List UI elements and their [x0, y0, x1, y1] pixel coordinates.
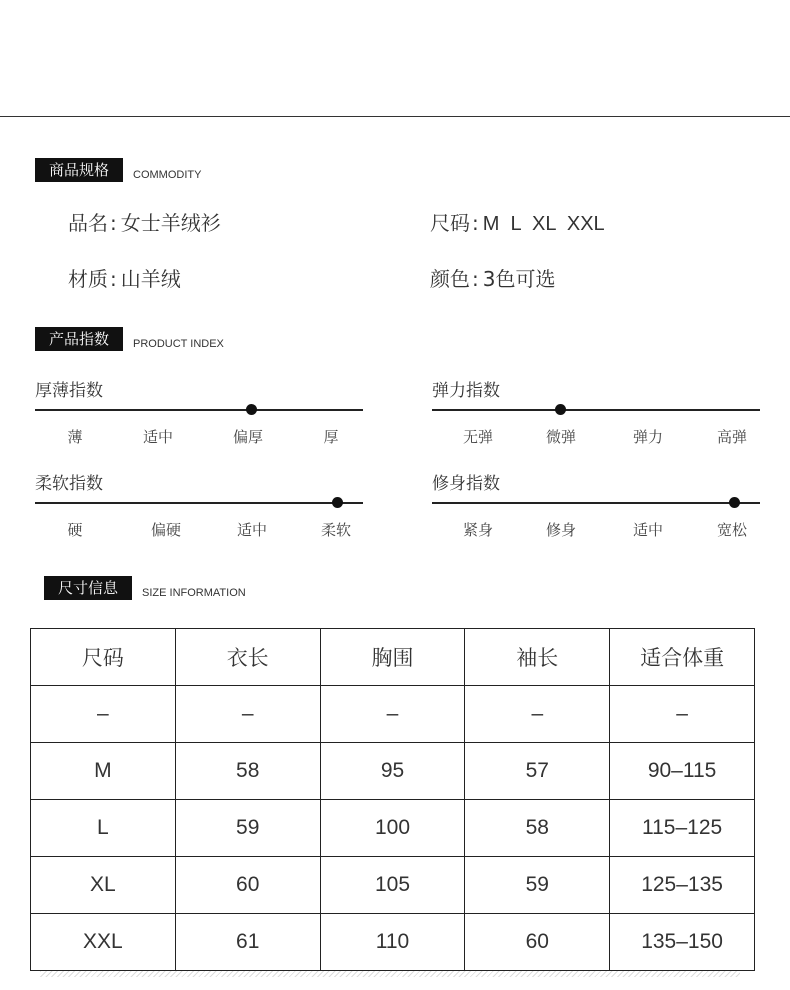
index-label: 柔软: [320, 521, 351, 539]
spec-size: [430, 207, 605, 236]
index-track: [35, 502, 363, 504]
index-labels: [432, 426, 762, 448]
index-label: 适中: [142, 428, 173, 446]
spec-size-sep: :: [472, 211, 479, 235]
index-label: 微弹: [545, 428, 576, 446]
index-label: 宽松: [716, 521, 747, 539]
table-cell: 59: [465, 857, 610, 914]
size-info-section-header: [44, 576, 246, 600]
index-label: 硬: [67, 521, 83, 539]
spec-name-value: 女士羊绒衫: [120, 211, 221, 235]
index-title: 弹力指数: [432, 381, 500, 401]
index-track: [432, 409, 760, 411]
index-label: 偏硬: [150, 521, 181, 539]
index-label: 偏厚: [232, 428, 263, 446]
spec-color-sep: :: [472, 267, 479, 291]
index-label: 修身: [545, 521, 576, 539]
table-cell: 60: [175, 857, 320, 914]
index-marker: [246, 404, 257, 415]
table-cell: –: [31, 686, 176, 743]
index-track: [432, 502, 760, 504]
table-row: [31, 686, 755, 743]
commodity-section-header: [35, 158, 201, 182]
table-cell: 105: [320, 857, 465, 914]
spec-material-label: 材质: [68, 267, 108, 291]
index-title: 厚薄指数: [35, 381, 103, 401]
table-cell: 58: [465, 800, 610, 857]
index-title: 柔软指数: [35, 474, 103, 494]
index-title: 修身指数: [432, 474, 500, 494]
table-cell: 125–135: [610, 857, 755, 914]
table-cell: 61: [175, 914, 320, 971]
index-labels: [35, 519, 365, 541]
column-header: 尺码: [31, 629, 176, 686]
size-info-tag: 尺寸信息: [44, 576, 132, 600]
spec-color-value: 3色可选: [482, 267, 556, 291]
table-row: [31, 800, 755, 857]
table-cell: –: [320, 686, 465, 743]
product-index-subtitle: PRODUCT INDEX: [133, 338, 224, 350]
index-marker: [332, 497, 343, 508]
index-softness: [35, 469, 365, 559]
table-cell: XXL: [31, 914, 176, 971]
commodity-tag: 商品规格: [35, 158, 123, 182]
table-cell: 100: [320, 800, 465, 857]
column-header: 适合体重: [610, 629, 755, 686]
index-label: 厚: [323, 428, 339, 446]
index-label: 适中: [236, 521, 267, 539]
table-cell: 57: [465, 743, 610, 800]
table-cell: 110: [320, 914, 465, 971]
spec-size-value: M L XL XXL: [482, 213, 605, 235]
table-cell: 58: [175, 743, 320, 800]
spec-name: [68, 207, 221, 236]
index-fit: [432, 469, 762, 559]
column-header: 袖长: [465, 629, 610, 686]
index-thickness: [35, 376, 365, 466]
table-cell: 95: [320, 743, 465, 800]
spec-size-label: 尺码: [430, 211, 470, 235]
commodity-subtitle: COMMODITY: [133, 169, 202, 181]
index-label: 薄: [67, 428, 83, 446]
product-index-tag: 产品指数: [35, 327, 123, 351]
column-header: 衣长: [175, 629, 320, 686]
index-label: 紧身: [462, 521, 493, 539]
table-row: [31, 914, 755, 971]
bottom-hatch-divider: [40, 971, 740, 977]
table-header-row: [31, 629, 755, 686]
spec-name-sep: :: [110, 211, 117, 235]
top-divider: [0, 116, 790, 117]
index-label: 高弹: [716, 428, 747, 446]
table-cell: M: [31, 743, 176, 800]
table-cell: –: [610, 686, 755, 743]
spec-color-label: 颜色: [430, 267, 470, 291]
table-cell: –: [175, 686, 320, 743]
spec-color: [430, 263, 555, 292]
table-row: [31, 857, 755, 914]
index-labels: [432, 519, 762, 541]
index-label: 适中: [632, 521, 663, 539]
index-track: [35, 409, 363, 411]
product-index-section-header: [35, 327, 224, 351]
spec-name-label: 品名: [68, 211, 108, 235]
table-cell: 135–150: [610, 914, 755, 971]
table-cell: 59: [175, 800, 320, 857]
spec-material-sep: :: [110, 267, 117, 291]
size-info-subtitle: SIZE INFORMATION: [142, 587, 246, 599]
spec-material: [68, 263, 181, 292]
table-cell: 60: [465, 914, 610, 971]
index-label: 无弹: [462, 428, 493, 446]
table-cell: –: [465, 686, 610, 743]
index-elasticity: [432, 376, 762, 466]
index-label: 弹力: [632, 428, 663, 446]
size-table: [30, 628, 755, 971]
index-marker: [555, 404, 566, 415]
table-cell: L: [31, 800, 176, 857]
index-marker: [729, 497, 740, 508]
index-labels: [35, 426, 365, 448]
column-header: 胸围: [320, 629, 465, 686]
table-cell: XL: [31, 857, 176, 914]
table-row: [31, 743, 755, 800]
spec-material-value: 山羊绒: [120, 267, 181, 291]
table-cell: 115–125: [610, 800, 755, 857]
table-cell: 90–115: [610, 743, 755, 800]
